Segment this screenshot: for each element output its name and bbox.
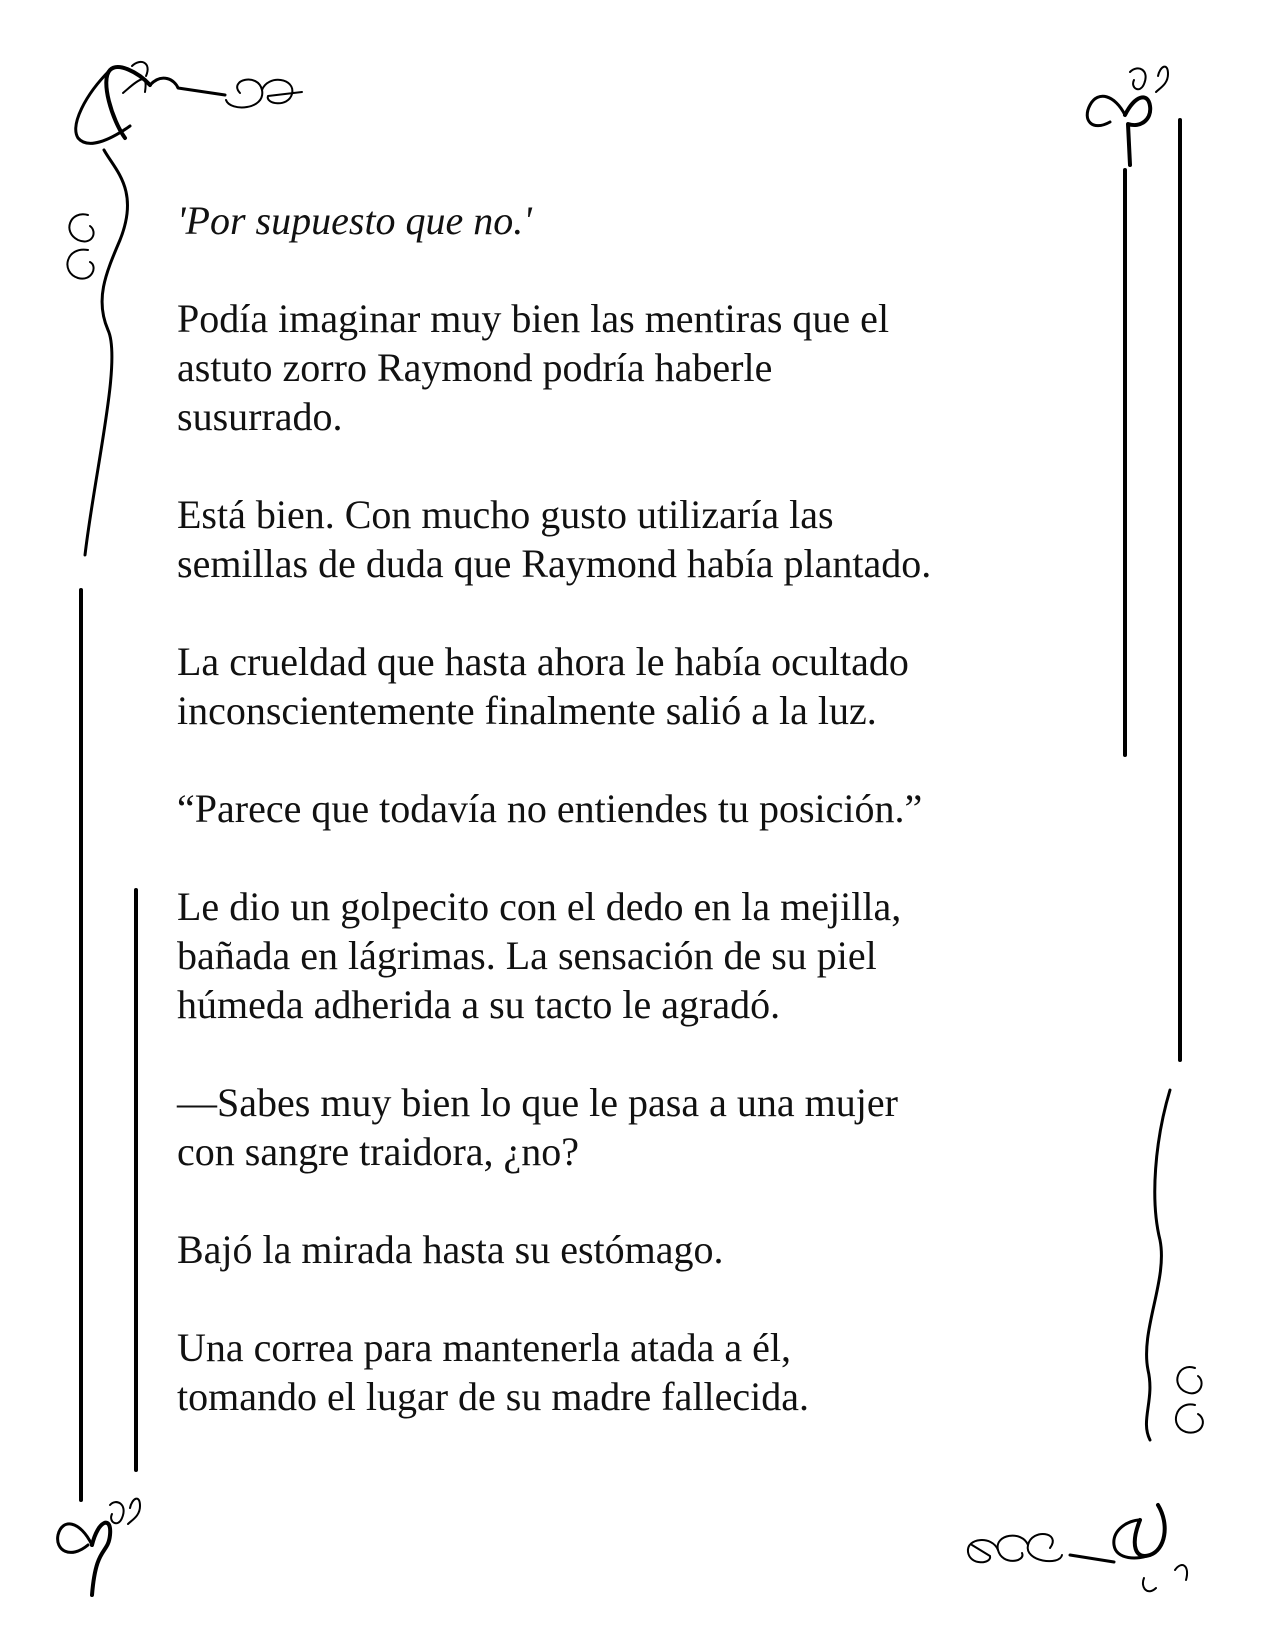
paragraph: Está bien. Con mucho gusto utilizaría las semillas de duda que Raymond había plantado. xyxy=(177,492,932,586)
paragraph: “Parece que todavía no entiendes tu posición.” xyxy=(177,786,923,831)
paragraph: —Sabes muy bien lo que le pasa a una mujer con sangre traidora, ¿no? xyxy=(177,1080,898,1174)
bottom-left-flourish-icon xyxy=(58,1499,140,1595)
paragraph: Una correa para mantenerla atada a él, tomando el lugar de su madre fallecida. xyxy=(177,1325,809,1419)
paragraph: Podía imaginar muy bien las mentiras que el astuto zorro Raymond podría haberle susurrado. xyxy=(177,296,890,439)
top-right-flourish-icon xyxy=(1087,67,1168,165)
paragraph: La crueldad que hasta ahora le había ocultado inconscientemente finalmente salió a la luz. xyxy=(177,639,909,733)
body-text xyxy=(177,196,1097,1470)
paragraph: Bajó la mirada hasta su estómago. xyxy=(177,1227,724,1272)
paragraph: 'Por supuesto que no.' xyxy=(177,198,532,243)
paragraph: Le dio un golpecito con el dedo en la mejilla, bañada en lágrimas. La sensación de su piel húmeda adherida a su tacto le agradó. xyxy=(177,884,902,1027)
